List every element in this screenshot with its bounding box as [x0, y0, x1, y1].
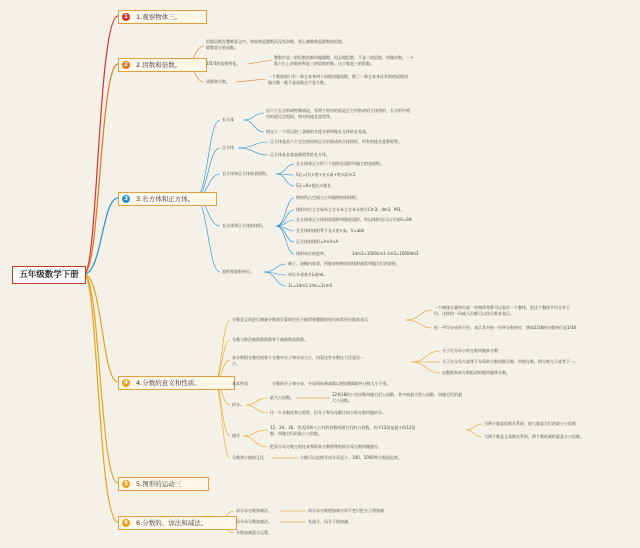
branch-label: 4.分数的意义和性质。 [136, 379, 201, 387]
proper-improper-line1: 真分数假分数比较每个分数中分子和分母大小，再看这些分数比大还是比一 [232, 355, 364, 360]
branch-number-badge: 6 [122, 519, 130, 527]
surface-area-cuboid-formula: S长=(长×宽+长×高+宽×高)×2 [296, 172, 356, 177]
proper-improper-line2: 小。 [232, 361, 240, 366]
common-denominator-label: 通分 [232, 433, 240, 438]
basic-property-label: 基本性质 [232, 381, 248, 386]
mixed-operations-label: 分数加减混合运算。 [236, 530, 272, 535]
branch-label: 3.长方体和正方体。 [136, 195, 195, 203]
lcm-multiple-relation: 当两个数是倍数关系时，较大数是它们的最小公倍数 [484, 421, 576, 426]
cuboid-dimensions: 相交于一个顶点的三条棱的长度分别叫做长方体的长宽高。 [266, 129, 370, 134]
gcf-definition-line2: 大公因数。 [332, 398, 352, 403]
branch-number-badge: 1 [122, 13, 130, 21]
proper-fraction-definition: 分子比分母小的分数叫做真分数 [442, 348, 498, 353]
branch-fraction-meaning[interactable] [118, 376, 235, 390]
cuboid-definition-line2: 对的面完全相同。相对的棱长度相等。 [266, 114, 334, 119]
branch-cuboid-cube[interactable] [118, 192, 217, 206]
surface-area-definition: 长方体或正方形六个面的总面积叫做它的表面积。 [296, 161, 384, 166]
factors-feature-line1: 整数中是二的倍数的数叫做偶数，再去做倍数，不是二的倍数，叫做奇数。一个 [274, 55, 414, 60]
cube-equal-edges: 正方体是长宽高都相等的长方体。 [270, 152, 330, 157]
factors-feature-label: 2/5/3的倍数特征。 [206, 61, 241, 66]
factors-prime-line1: 一个数如果只有一和它本身两个因数叫做质数，除了一和它本身还有别的因数叫 [268, 74, 408, 79]
capacity-conversion: 1L=1dm3 1mL=1cm3 [288, 283, 333, 288]
volume-units: 体积单位立方厘米立方分米立方米分别写Cm3，dm3，M3。 [296, 207, 405, 212]
cuboid-definition-line1: 由六个长方形或特殊情况，有两个相对的面是正方形围成的立体图形，长方形中相 [266, 108, 410, 113]
branch-fraction-add-sub[interactable] [118, 516, 237, 530]
different-denominator-label: 异分母分数加减法。 [236, 519, 272, 524]
volume-definition: 物体所占空间大小叫做物体的体积。 [296, 195, 360, 200]
fraction-division: 分数与除法被除数除数等于被除数或除数。 [232, 337, 308, 342]
volume-label: 长方体和正方体的体积。 [222, 223, 266, 228]
surface-area-cube-formula: S正=6×棱长×棱长 [296, 183, 332, 188]
root-node-title[interactable]: 五年级数学下册 [12, 266, 86, 284]
branch-label: 5.图形的运动三 [136, 480, 182, 488]
fraction-unit-definition: 把一平均分成若干份，表示其中的一份叫分数单位，例如2/18的分数单位是1/18 [434, 325, 576, 330]
improper-fraction-definition: 分子比分母大或等于分母的分数叫假分数，叫假分数，假分数大于或等于一。 [442, 359, 578, 364]
factors-feature-line2: 数个位上的数的和是三的倍数的数，这个数是三的倍数。 [274, 61, 374, 66]
factors-prime-label: 质数和合数。 [206, 79, 230, 84]
volume-cuboid-formula: 长方体的体积等于长×宽×高。V=abh [296, 228, 365, 233]
lcm-definition-line1: 12、24、36，等式四和八公有的倍数叫做它们的公倍数，其中12就是最小的12倍 [270, 425, 416, 430]
branch-number-badge: 2 [122, 61, 130, 69]
factors-definition-line1: 倍数因数在整除意义中，如果商是整数而没有余数，那么被除数是除数的倍数， [206, 39, 346, 44]
volume-cube-formula: 正方体的体积=A×A×A [296, 239, 339, 244]
branch-shape-motion[interactable] [118, 477, 209, 491]
gcf-definition-line1: 12和18的公有因数叫做它们公因数，其中较最大的公因数，叫做它们的最 [332, 392, 463, 397]
volume-unit-rate-label: 体积单位的进率。 [296, 251, 328, 256]
cuboid-label: 长方体 [222, 117, 234, 122]
branch-label: 6.分数的、加法和减法。 [136, 519, 208, 527]
same-denominator-rule: 同分母分数相加减分母不变只把分子相加减 [308, 508, 384, 513]
surface-area-label: 长方体和正方体的表面积。 [222, 171, 270, 176]
volume-base-area: 长方体或正方体的底面积叫做底面积，所以体积也可以写成V=SH [296, 217, 412, 222]
reduce-definition: 比一个分数化和它相等，但分子和分母都比较小的分数叫做约分。 [270, 410, 386, 415]
branch-number-badge: 5 [122, 480, 130, 488]
factors-definition-line2: 除数是它的因数。 [206, 45, 238, 50]
branch-factors-multiples[interactable] [118, 58, 207, 72]
branch-observe-objects[interactable] [118, 10, 207, 24]
different-denominator-rule: 先通分，再分子相加减。 [308, 519, 352, 524]
common-denominator-definition: 把异分母分数分别化成和原来分数相等的同分母分数叫做通分。 [270, 444, 382, 449]
gcf-label: 最大公因数。 [270, 395, 294, 400]
fraction-decimal-text: 小数可以直接写成分母是十、100、1000等分数再化简。 [300, 455, 402, 460]
cube-label: 正方体 [222, 145, 234, 150]
capacity-label: 容积和容积单位。 [222, 269, 254, 274]
volume-unit-rate-values: 1dm3=1000cm3 1m3=1000dm3 [352, 251, 419, 256]
branch-number-badge: 3 [122, 195, 130, 203]
factors-prime-line2: 做合数一既不是质数也不是合数。 [268, 80, 328, 85]
fraction-unit-whole-line1: 一个物体计量单位或一些物体等都可以看作一个整体，把这个整体平均分若干 [434, 305, 570, 310]
lcm-definition-line2: 数，叫做它们的最小公倍数。 [270, 431, 322, 436]
mixed-number-definition: 由整数和真分数组成的数叫做带分数。 [442, 370, 510, 375]
branch-number-badge: 4 [122, 379, 130, 387]
basic-property-text: 分数的分子和分母，分母同时乘或除以相同数0除外分数大小不变。 [272, 381, 391, 386]
lcm-coprime-relation: 当两个数是互质数关系时，两个数的乘积就是小公倍数。 [484, 434, 584, 439]
capacity-units: 单位升或毫升L或mL [288, 272, 325, 277]
fraction-unit-whole-line2: 份，这样的一份或几份都可以用分数来表示。 [434, 311, 514, 316]
capacity-definition: 箱子、油桶内体等，所能容纳物体的体积通常叫做它们的容积。 [288, 261, 400, 266]
cube-definition: 正方体是由六个完全相同的正方形围成的立体图形，所有的棱长度都相等。 [270, 139, 402, 144]
fraction-meaning-label: 分数意义再进行测量分数或计算时往往不能得到整数结果这时常用分数来表示 [232, 317, 368, 322]
branch-label: 2.因数和倍数。 [136, 61, 182, 69]
reduce-label: 约分。 [232, 402, 244, 407]
same-denominator-label: 同分母分数加减法。 [236, 508, 272, 513]
fraction-decimal-label: 分数和小数的互化 [232, 455, 264, 460]
branch-label: 1.观察物体三。 [136, 13, 182, 21]
